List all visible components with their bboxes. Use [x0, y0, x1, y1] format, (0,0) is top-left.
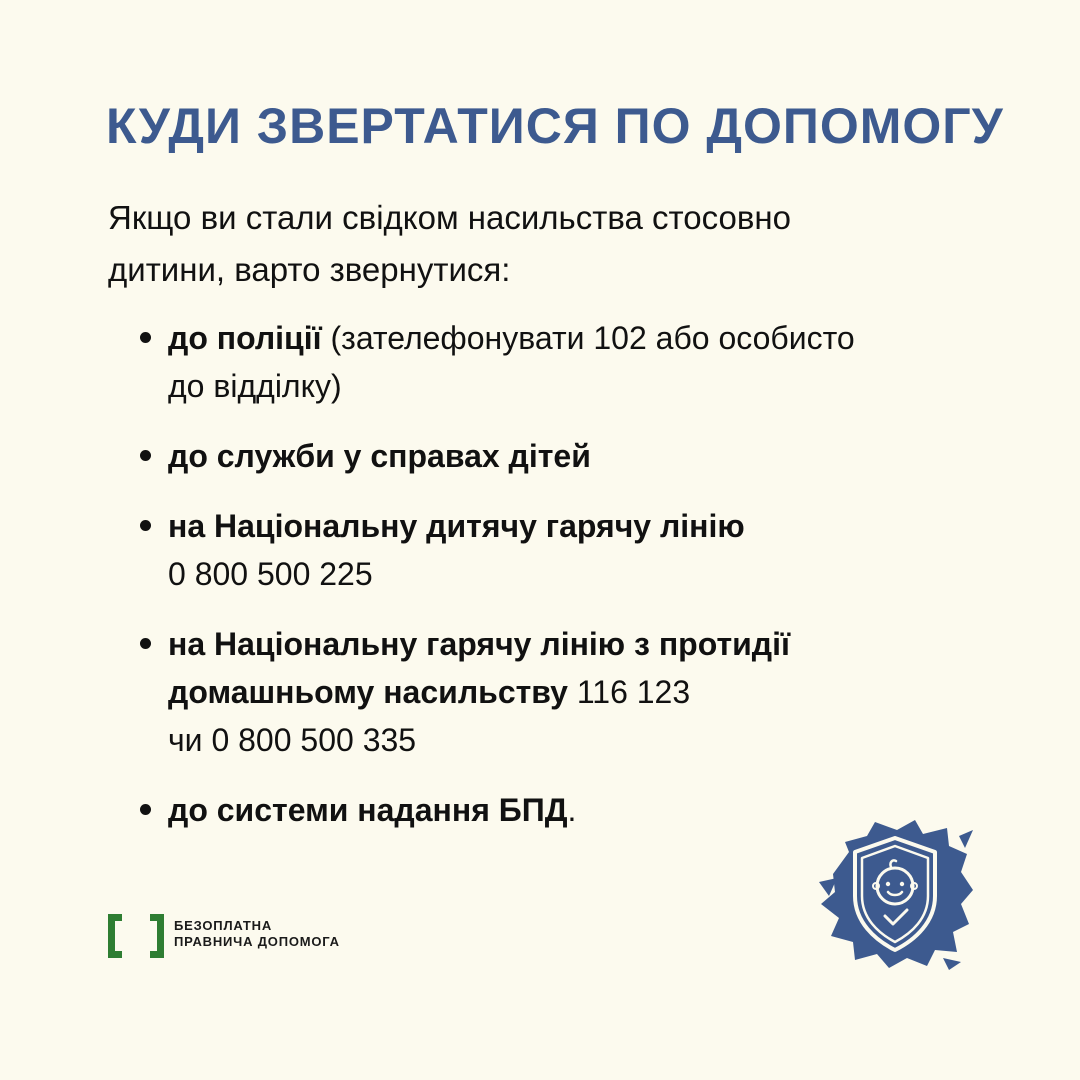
list-item-bold: до системи надання БПД — [168, 792, 568, 828]
list-item-line — [168, 314, 980, 362]
list-item-bold: на Національну гарячу лінію з протидії — [168, 626, 790, 662]
logo-bracket-left-icon — [108, 914, 122, 958]
list-item-line — [168, 432, 980, 480]
bullet-icon — [140, 638, 151, 649]
list-item-bold: до поліції — [168, 320, 322, 356]
list-item-phone: 0 800 500 225 — [168, 556, 373, 592]
page-title: КУДИ ЗВЕРТАТИСЯ ПО ДОПОМОГУ — [106, 98, 1004, 154]
free-legal-aid-logo — [108, 914, 428, 964]
list-item-domestic-violence-hotline — [140, 620, 980, 764]
help-list — [140, 314, 980, 856]
list-item-line-2 — [168, 668, 980, 716]
list-item-text: (зателефонувати 102 або особисто — [321, 320, 855, 356]
list-item-child-hotline — [140, 502, 980, 598]
intro-line-2: дитини, варто звернутися: — [108, 251, 511, 288]
bullet-icon — [140, 520, 151, 531]
logo-bracket-right-icon — [150, 914, 164, 958]
intro-text — [108, 192, 928, 296]
logo-text — [174, 918, 340, 950]
list-item-line-2: до відділку) — [168, 368, 342, 404]
list-item-line — [168, 620, 980, 668]
list-item-line — [168, 502, 980, 550]
list-item-phone-2: чи 0 800 500 335 — [168, 722, 417, 758]
bullet-icon — [140, 332, 151, 343]
list-item-bold: на Національну дитячу гарячу лінію — [168, 508, 745, 544]
bullet-icon — [140, 450, 151, 461]
list-item-text: . — [567, 792, 577, 828]
list-item-bold: до служби у справах дітей — [168, 438, 591, 474]
list-item-bold-2: домашньому насильству — [168, 674, 568, 710]
list-item-police — [140, 314, 980, 410]
intro-line-1: Якщо ви стали свідком насильства стосовно — [108, 199, 791, 236]
logo-line-1: БЕЗОПЛАТНА — [174, 918, 273, 933]
logo-line-2: ПРАВНИЧА ДОПОМОГА — [174, 934, 340, 949]
list-item-child-services — [140, 432, 980, 480]
bullet-icon — [140, 804, 151, 815]
list-item-phone: 116 123 — [567, 674, 691, 710]
child-shield-icon — [815, 812, 975, 972]
